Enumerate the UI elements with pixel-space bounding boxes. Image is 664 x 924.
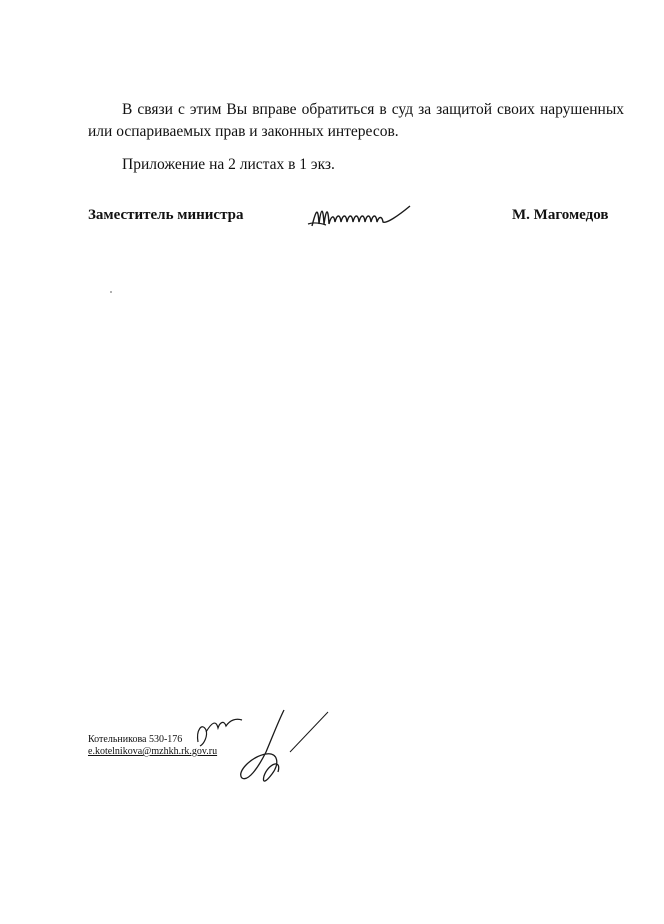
executor-email: e.kotelnikova@mzhkh.rk.gov.ru xyxy=(88,746,218,757)
letter-paragraph-rights: В связи с этим Вы вправе обратиться в суд за защитой своих нарушенных или оспариваемых прав и законных интересов. xyxy=(88,101,624,140)
signature-icon xyxy=(306,196,416,236)
letter-paragraph-attachment: Приложение на 2 листах в 1 экз. xyxy=(122,156,335,173)
signer-name: М. Магомедов xyxy=(512,207,609,223)
executor-name-phone: Котельникова 530-176 xyxy=(88,734,183,745)
visa-signature-icon xyxy=(232,708,332,794)
scan-speck xyxy=(110,291,112,293)
signer-position-title: Заместитель министра xyxy=(88,207,244,223)
